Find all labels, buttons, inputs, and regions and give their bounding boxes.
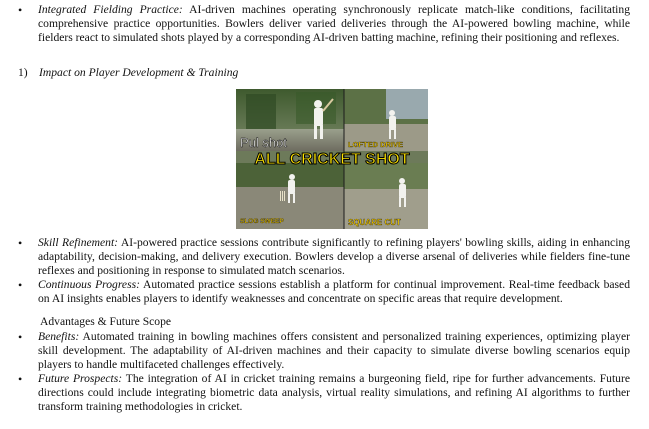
bullet-item-continuous-progress <box>0 278 630 306</box>
bullet-item-benefits <box>0 330 630 372</box>
bullet-term: Future Prospects: <box>38 372 123 385</box>
cricket-shots-image <box>236 89 428 229</box>
figure-main-title: ALL CRICKET SHOT <box>254 151 410 168</box>
label-square-cut: SQUARE CUT <box>348 218 401 227</box>
bullet-list-development <box>0 236 630 306</box>
bullet-text: The integration of AI in cricket training remains a burgeoning field, ripe for further advancements. Future directions could include integrating biometric data analysis, virtual reality simulations, and refining AI algorithms to further transform training methodologies in cricket. <box>38 372 630 413</box>
bullet-item-skill-refinement <box>0 236 630 278</box>
section-title: Impact on Player Development & Training <box>39 66 239 79</box>
bullet-term: Skill Refinement: <box>38 236 119 249</box>
bullet-list-advantages <box>0 330 630 414</box>
section-number: 1) <box>18 66 28 79</box>
advantages-heading: Advantages & Future Scope <box>40 315 172 328</box>
section-heading <box>18 66 238 80</box>
label-lofted-drive: LOFTED DRIVE <box>348 140 404 149</box>
bullet-list-fielding <box>0 3 630 45</box>
bullet-text: Automated training in bowling machines offers consistent and personalized training experiences, optimizing player skill development. The adaptability of AI-driven machines and their capacity to simulate diverse bowling scenarios equip players to handle multifaceted challenges effectively. <box>38 330 630 371</box>
bullet-item-future-prospects <box>0 372 630 414</box>
bullet-text: AI-powered practice sessions contribute significantly to refining players' bowling skills, aiding in enhancing adaptability, decision-making, and delivery execution. Bowlers develop a diverse arsenal of deliveries while fielders fine-tune reflexes and positioning in response to simulated match scenarios. <box>38 236 631 277</box>
bullet-term: Benefits: <box>38 330 80 343</box>
label-pull-shot: Pul shot <box>240 135 287 150</box>
bullet-item <box>0 3 630 45</box>
label-slog-sweep: SLOG SWEEP <box>240 218 284 225</box>
cricket-collage-graphic <box>236 89 428 229</box>
bullet-term: Continuous Progress: <box>38 278 140 291</box>
bullet-text: AI-driven machines operating synchronously replicate match-like conditions, facilitating comprehensive practice opportunities. Bowlers deliver varied deliveries through the AI-powered bowling machine, while fielders react to simulated shots played by a corresponding AI-driven batting machine, refining their positioning and reflexes. <box>38 3 630 44</box>
bullet-term: Integrated Fielding Practice: <box>38 3 183 16</box>
bullet-text: Automated practice sessions establish a platform for continual improvement. Real-time feedback based on AI insights enables players to identify weaknesses and concentrate on specific areas that require development. <box>38 278 630 305</box>
